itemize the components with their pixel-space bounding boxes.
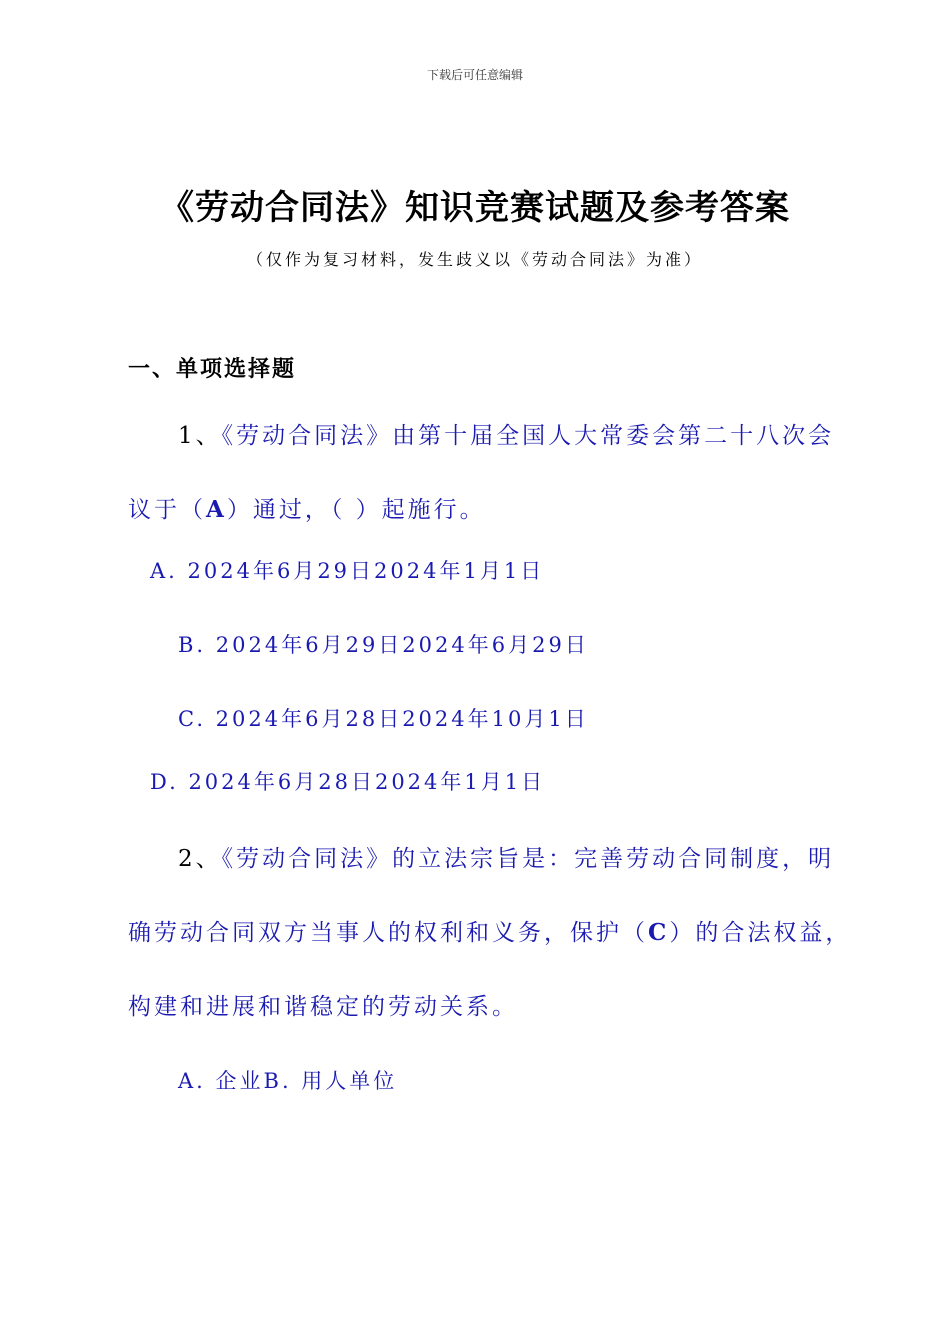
question-text: 《劳动合同法》由第十届全国人大常委会第二十八次会 (221, 423, 835, 449)
question-text: 确劳动合同双方当事人的权利和义务，保护（ (128, 920, 648, 946)
section-heading: 一、单项选择题 (128, 357, 297, 382)
question-text: 议于（ (128, 497, 206, 523)
answer-letter: A (206, 496, 227, 523)
option-b: B. 2024年6月29日2024年6月29日 (178, 633, 589, 657)
document-title: 《劳动合同法》知识竞赛试题及参考答案 (160, 188, 790, 228)
question-2-line-1 (178, 840, 834, 873)
question-1-line-2 (128, 491, 486, 524)
question-text: ）通过，（ ）起施行。 (226, 497, 486, 523)
question-text: ）的合法权益， (669, 920, 852, 946)
question-number: 1、 (178, 423, 222, 449)
answer-letter: C (648, 919, 670, 946)
option-c: C. 2024年6月28日2024年10月1日 (178, 707, 589, 731)
option-ab: A. 企业B. 用人单位 (178, 1069, 398, 1093)
question-1-line-1 (178, 417, 834, 450)
question-number: 2、 (178, 846, 222, 872)
question-2-line-3 (128, 988, 518, 1021)
question-text: 《劳动合同法》的立法宗旨是：完善劳动合同制度，明 (221, 846, 835, 872)
option-a: A. 2024年6月29日2024年1月1日 (150, 559, 545, 583)
document-subtitle: （仅作为复习材料，发生歧义以《劳动合同法》为准） (246, 250, 703, 269)
question-text: 构建和进展和谐稳定的劳动关系。 (128, 994, 518, 1020)
option-d: D. 2024年6月28日2024年1月1日 (150, 770, 546, 794)
page-header-note: 下载后可任意编辑 (426, 68, 523, 82)
question-2-line-2 (128, 914, 851, 947)
